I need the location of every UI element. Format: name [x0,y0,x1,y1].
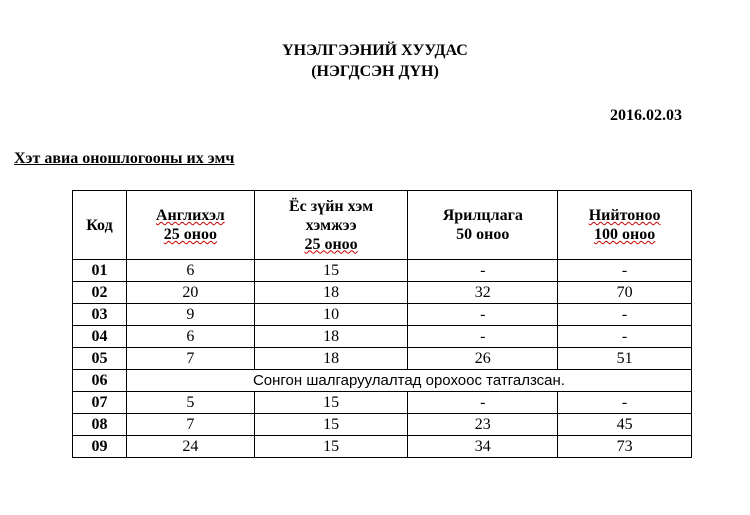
header-interview [408,191,558,260]
table-row [73,326,692,348]
row-code: 06 [73,370,127,392]
document-title [0,40,750,82]
row-code: 07 [73,392,127,414]
cell-total: - [558,326,692,348]
cell-english: 6 [126,260,254,282]
header-total-points: 100 оноо [593,226,656,243]
cell-total: - [558,260,692,282]
header-interview-points: 50 оноо [456,226,510,243]
header-total-name: Нийтоноо [588,207,661,224]
cell-ethics: 18 [254,282,408,304]
cell-total: 45 [558,414,692,436]
header-ethics-line2: хэмжээ [305,216,357,234]
cell-interview: 34 [408,436,558,458]
table-row [73,260,692,282]
results-table [72,190,692,458]
row-code: 02 [73,282,127,304]
cell-interview: - [408,304,558,326]
document-date: 2016.02.03 [610,107,682,124]
table-row [73,348,692,370]
cell-ethics: 15 [254,414,408,436]
cell-total: 73 [558,436,692,458]
header-english-points: 25 оноо [163,226,217,243]
cell-total: - [558,392,692,414]
header-english [126,191,254,260]
table-row [73,282,692,304]
header-ethics-points: 25 оноо [304,235,358,253]
cell-total: 70 [558,282,692,304]
title-line-1: ҮНЭЛГЭЭНИЙ ХУУДАС [282,42,468,59]
cell-total: - [558,304,692,326]
row-code: 09 [73,436,127,458]
cell-english: 24 [126,436,254,458]
withdrawal-note: Сонгон шалгаруулалтад орохоос татгалзсан. [126,370,691,392]
header-code: Код [73,191,127,260]
table-row [73,370,692,392]
cell-ethics: 15 [254,260,408,282]
cell-interview: 23 [408,414,558,436]
cell-ethics: 10 [254,304,408,326]
cell-ethics: 15 [254,436,408,458]
cell-interview: - [408,392,558,414]
row-code: 03 [73,304,127,326]
cell-english: 6 [126,326,254,348]
row-code: 04 [73,326,127,348]
cell-interview: - [408,326,558,348]
cell-english: 7 [126,414,254,436]
header-total [558,191,692,260]
cell-total: 51 [558,348,692,370]
cell-english: 9 [126,304,254,326]
cell-ethics: 18 [254,348,408,370]
title-line-2: (НЭГДСЭН ДҮН) [311,63,439,80]
row-code: 01 [73,260,127,282]
cell-english: 5 [126,392,254,414]
cell-interview: 26 [408,348,558,370]
cell-interview: 32 [408,282,558,304]
cell-ethics: 15 [254,392,408,414]
row-code: 08 [73,414,127,436]
header-interview-name: Ярилцлага [442,207,523,224]
row-code: 05 [73,348,127,370]
cell-ethics: 18 [254,326,408,348]
header-ethics [254,191,408,260]
table-row [73,304,692,326]
table-row [73,392,692,414]
cell-interview: - [408,260,558,282]
cell-english: 20 [126,282,254,304]
table-header-row [73,191,692,260]
cell-english: 7 [126,348,254,370]
table-row [73,414,692,436]
header-english-name: Англихэл [155,207,225,224]
header-ethics-line1: Ёс зүйн хэм [289,197,374,215]
position-subtitle: Хэт авиа оношлогооны их эмч [14,150,235,167]
table-row [73,436,692,458]
